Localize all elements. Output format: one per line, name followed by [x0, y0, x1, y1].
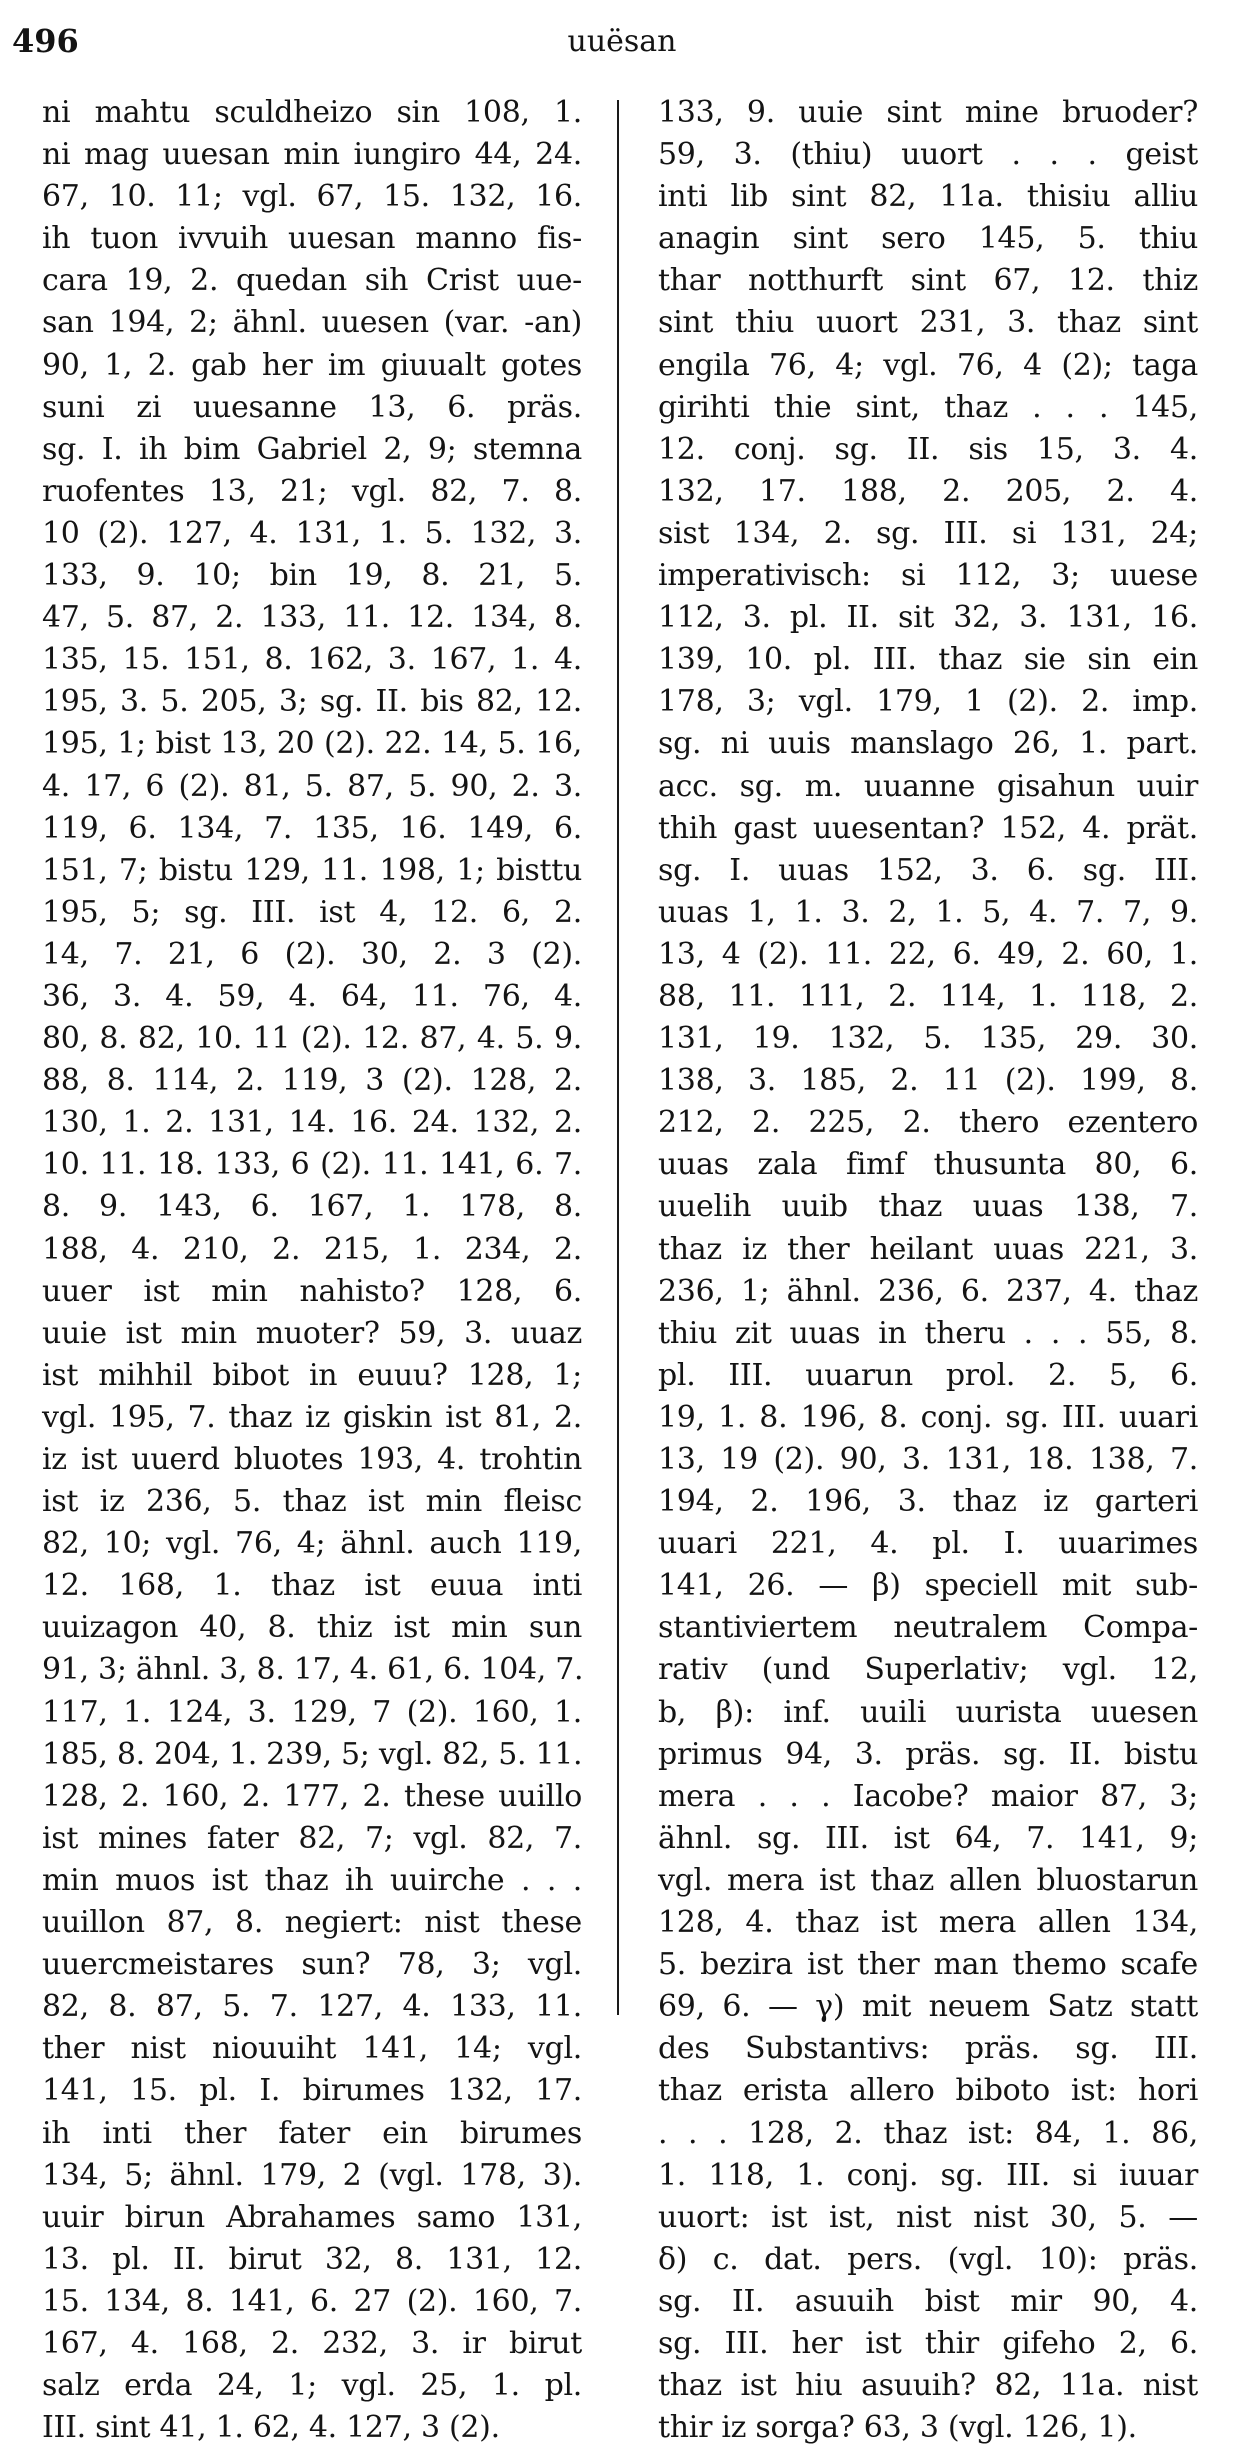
text-line: 88, 11. 111, 2. 114, 1. 118, 2.	[658, 978, 1198, 1014]
text-line: ni mag uuesan min iungiro 44, 24.	[42, 137, 582, 173]
text-line: 117, 1. 124, 3. 129, 7 (2). 160, 1.	[42, 1694, 582, 1730]
text-line: 131, 19. 132, 5. 135, 29. 30.	[658, 1021, 1198, 1057]
text-line: III. sint 41, 1. 62, 4. 127, 3 (2).	[42, 2410, 500, 2446]
text-line: 69, 6. — γ) mit neuem Satz statt	[658, 1989, 1198, 2025]
text-line: 19, 1. 8. 196, 8. conj. sg. III. uuari	[658, 1399, 1198, 1435]
text-line: 12. 168, 1. thaz ist euua inti	[42, 1568, 582, 1604]
text-line: girihti thie sint, thaz . . . 145,	[658, 389, 1198, 425]
text-line: 10. 11. 18. 133, 6 (2). 11. 141, 6. 7.	[42, 1147, 582, 1183]
text-line: 10 (2). 127, 4. 131, 1. 5. 132, 3.	[42, 515, 582, 551]
text-line: 188, 4. 210, 2. 215, 1. 234, 2.	[42, 1231, 582, 1267]
text-line: thaz erista allero biboto ist: hori	[658, 2073, 1198, 2109]
text-line: ist mines fater 82, 7; vgl. 82, 7.	[42, 1820, 582, 1856]
text-line: vgl. mera ist thaz allen bluostarun	[658, 1862, 1198, 1898]
text-line: uuas 1, 1. 3. 2, 1. 5, 4. 7. 7, 9.	[658, 894, 1198, 930]
text-line: anagin sint sero 145, 5. thiu	[658, 221, 1198, 257]
text-line: des Substantivs: präs. sg. III.	[658, 2031, 1198, 2067]
text-line: 135, 15. 151, 8. 162, 3. 167, 1. 4.	[42, 642, 582, 678]
text-line: uuelih uuib thaz uuas 138, 7.	[658, 1189, 1198, 1225]
text-line: thar notthurft sint 67, 12. thiz	[658, 263, 1198, 299]
text-line: san 194, 2; ähnl. uuesen (var. -an)	[42, 305, 582, 341]
text-line: stantiviertem neutralem Compa-	[658, 1610, 1198, 1646]
text-line: suni zi uuesanne 13, 6. präs.	[42, 389, 582, 425]
text-line: b, β): inf. uuili uurista uuesen	[658, 1694, 1198, 1730]
text-line: 128, 4. thaz ist mera allen 134,	[658, 1905, 1198, 1941]
text-line: sg. ni uuis manslago 26, 1. part.	[658, 726, 1198, 762]
text-line: mera . . . Iacobe? maior 87, 3;	[658, 1778, 1198, 1814]
text-line: ih inti ther fater ein birumes	[42, 2115, 582, 2151]
text-line: salz erda 24, 1; vgl. 25, 1. pl.	[42, 2368, 582, 2404]
text-line: 141, 15. pl. I. birumes 132, 17.	[42, 2073, 582, 2109]
text-line: 91, 3; ähnl. 3, 8. 17, 4. 61, 6. 104, 7.	[42, 1652, 584, 1688]
text-line: uuir birun Abrahames samo 131,	[42, 2199, 582, 2235]
text-line: 47, 5. 87, 2. 133, 11. 12. 134, 8.	[42, 600, 582, 636]
text-line: vgl. 195, 7. thaz iz giskin ist 81, 2.	[42, 1399, 582, 1435]
text-line: 112, 3. pl. II. sit 32, 3. 131, 16.	[658, 600, 1198, 636]
text-line: 36, 3. 4. 59, 4. 64, 11. 76, 4.	[42, 978, 582, 1014]
text-line: thaz ist hiu asuuih? 82, 11a. nist	[658, 2368, 1198, 2404]
text-line: 5. bezira ist ther man themo scafe	[658, 1947, 1198, 1983]
text-line: uuer ist min nahisto? 128, 6.	[42, 1273, 582, 1309]
text-line: 195, 1; bist 13, 20 (2). 22. 14, 5. 16,	[42, 726, 582, 762]
left-column	[42, 92, 582, 2449]
text-line: 90, 1, 2. gab her im giuualt gotes	[42, 347, 582, 383]
text-line: sist 134, 2. sg. III. si 131, 24;	[658, 515, 1198, 551]
text-line: ni mahtu sculdheizo sin 108, 1.	[42, 95, 582, 130]
text-line: ruofentes 13, 21; vgl. 82, 7. 8.	[42, 473, 582, 509]
text-line: thir iz sorga? 63, 3 (vgl. 126, 1).	[658, 2410, 1137, 2446]
text-line: 59, 3. (thiu) uuort . . . geist	[658, 137, 1198, 173]
text-line: 13, 4 (2). 11. 22, 6. 49, 2. 60, 1.	[658, 936, 1198, 972]
text-line: thaz iz ther heilant uuas 221, 3.	[658, 1231, 1198, 1267]
text-line: uuercmeistares sun? 78, 3; vgl.	[42, 1947, 582, 1983]
text-line: uuort: ist ist, nist nist 30, 5. —	[658, 2199, 1198, 2235]
text-line: min muos ist thaz ih uuirche . . .	[42, 1862, 582, 1898]
text-line: 82, 8. 87, 5. 7. 127, 4. 133, 11.	[42, 1989, 582, 2025]
text-line: ih tuon ivvuih uuesan manno fis-	[42, 221, 582, 257]
page-number: 496	[12, 22, 79, 60]
text-line: 151, 7; bistu 129, 11. 198, 1; bisttu	[42, 852, 582, 888]
running-head: uuësan	[567, 24, 677, 59]
text-line: pl. III. uuarun prol. 2. 5, 6.	[658, 1357, 1198, 1393]
text-line: inti lib sint 82, 11a. thisiu alliu	[658, 179, 1198, 215]
text-line: 128, 2. 160, 2. 177, 2. these uuillo	[42, 1778, 582, 1814]
text-line: uuari 221, 4. pl. I. uuarimes	[658, 1526, 1198, 1562]
text-line: 80, 8. 82, 10. 11 (2). 12. 87, 4. 5. 9.	[42, 1021, 582, 1057]
text-line: 141, 26. — β) speciell mit sub-	[658, 1568, 1198, 1604]
text-line: 194, 2. 196, 3. thaz iz garteri	[658, 1484, 1198, 1520]
text-line: 212, 2. 225, 2. thero ezentero	[658, 1105, 1198, 1141]
column-divider	[617, 100, 619, 2015]
text-line: 134, 5; ähnl. 179, 2 (vgl. 178, 3).	[42, 2157, 582, 2193]
text-line: ist iz 236, 5. thaz ist min fleisc	[42, 1484, 582, 1520]
text-line: 67, 10. 11; vgl. 67, 15. 132, 16.	[42, 179, 582, 215]
right-column	[658, 92, 1198, 2449]
text-line: rativ (und Superlativ; vgl. 12,	[658, 1652, 1198, 1688]
text-line: 15. 134, 8. 141, 6. 27 (2). 160, 7.	[42, 2283, 582, 2319]
text-line: uuillon 87, 8. negiert: nist these	[42, 1905, 582, 1941]
text-line: uuizagon 40, 8. thiz ist min sun	[42, 1610, 582, 1646]
text-line: . . . 128, 2. thaz ist: 84, 1. 86,	[658, 2115, 1198, 2151]
text-line: sg. II. asuuih bist mir 90, 4.	[658, 2283, 1198, 2319]
text-line: ist mihhil bibot in euuu? 128, 1;	[42, 1357, 582, 1393]
text-line: sint thiu uuort 231, 3. thaz sint	[658, 305, 1198, 341]
text-line: 236, 1; ähnl. 236, 6. 237, 4. thaz	[658, 1273, 1198, 1309]
text-line: δ) c. dat. pers. (vgl. 10): präs.	[658, 2241, 1198, 2277]
text-line: 14, 7. 21, 6 (2). 30, 2. 3 (2).	[42, 936, 582, 972]
text-line: engila 76, 4; vgl. 76, 4 (2); taga	[658, 347, 1198, 383]
text-line: 185, 8. 204, 1. 239, 5; vgl. 82, 5. 11.	[42, 1736, 583, 1772]
text-line: 195, 5; sg. III. ist 4, 12. 6, 2.	[42, 894, 582, 930]
text-line: 8. 9. 143, 6. 167, 1. 178, 8.	[42, 1189, 582, 1225]
text-line: 13. pl. II. birut 32, 8. 131, 12.	[42, 2241, 582, 2277]
text-line: 1. 118, 1. conj. sg. III. si iuuar	[658, 2157, 1198, 2193]
text-line: 167, 4. 168, 2. 232, 3. ir birut	[42, 2325, 582, 2361]
text-line: 88, 8. 114, 2. 119, 3 (2). 128, 2.	[42, 1063, 582, 1099]
text-line: sg. I. ih bim Gabriel 2, 9; stemna	[42, 431, 582, 467]
text-line: 195, 3. 5. 205, 3; sg. II. bis 82, 12.	[42, 684, 582, 720]
text-line: 82, 10; vgl. 76, 4; ähnl. auch 119,	[42, 1526, 582, 1562]
text-line: 13, 19 (2). 90, 3. 131, 18. 138, 7.	[658, 1442, 1198, 1477]
text-line: sg. I. uuas 152, 3. 6. sg. III.	[658, 852, 1198, 888]
text-line: 138, 3. 185, 2. 11 (2). 199, 8.	[658, 1063, 1198, 1099]
text-line: sg. III. her ist thir gifeho 2, 6.	[658, 2325, 1198, 2361]
text-line: acc. sg. m. uuanne gisahun uuir	[658, 768, 1198, 804]
text-line: 132, 17. 188, 2. 205, 2. 4.	[658, 473, 1198, 509]
text-line: ther nist niouuiht 141, 14; vgl.	[42, 2031, 582, 2067]
text-line: primus 94, 3. präs. sg. II. bistu	[658, 1736, 1198, 1772]
text-line: uuie ist min muoter? 59, 3. uuaz	[42, 1315, 582, 1351]
text-line: thiu zit uuas in theru . . . 55, 8.	[658, 1315, 1198, 1351]
text-line: 178, 3; vgl. 179, 1 (2). 2. imp.	[658, 684, 1198, 720]
text-line: 12. conj. sg. II. sis 15, 3. 4.	[658, 431, 1198, 467]
text-line: thih gast uuesentan? 152, 4. prät.	[658, 810, 1198, 846]
text-line: cara 19, 2. quedan sih Crist uue-	[42, 263, 582, 299]
text-line: 133, 9. uuie sint mine bruoder?	[658, 95, 1198, 130]
text-line: 130, 1. 2. 131, 14. 16. 24. 132, 2.	[42, 1105, 582, 1141]
text-line: 4. 17, 6 (2). 81, 5. 87, 5. 90, 2. 3.	[42, 768, 582, 804]
text-line: 133, 9. 10; bin 19, 8. 21, 5.	[42, 558, 582, 594]
text-line: 119, 6. 134, 7. 135, 16. 149, 6.	[42, 810, 582, 846]
text-line: ähnl. sg. III. ist 64, 7. 141, 9;	[658, 1820, 1198, 1856]
text-line: uuas zala fimf thusunta 80, 6.	[658, 1147, 1198, 1183]
text-line: imperativisch: si 112, 3; uuese	[658, 558, 1198, 594]
text-line: iz ist uuerd bluotes 193, 4. trohtin	[42, 1442, 582, 1477]
text-line: 139, 10. pl. III. thaz sie sin ein	[658, 642, 1198, 678]
